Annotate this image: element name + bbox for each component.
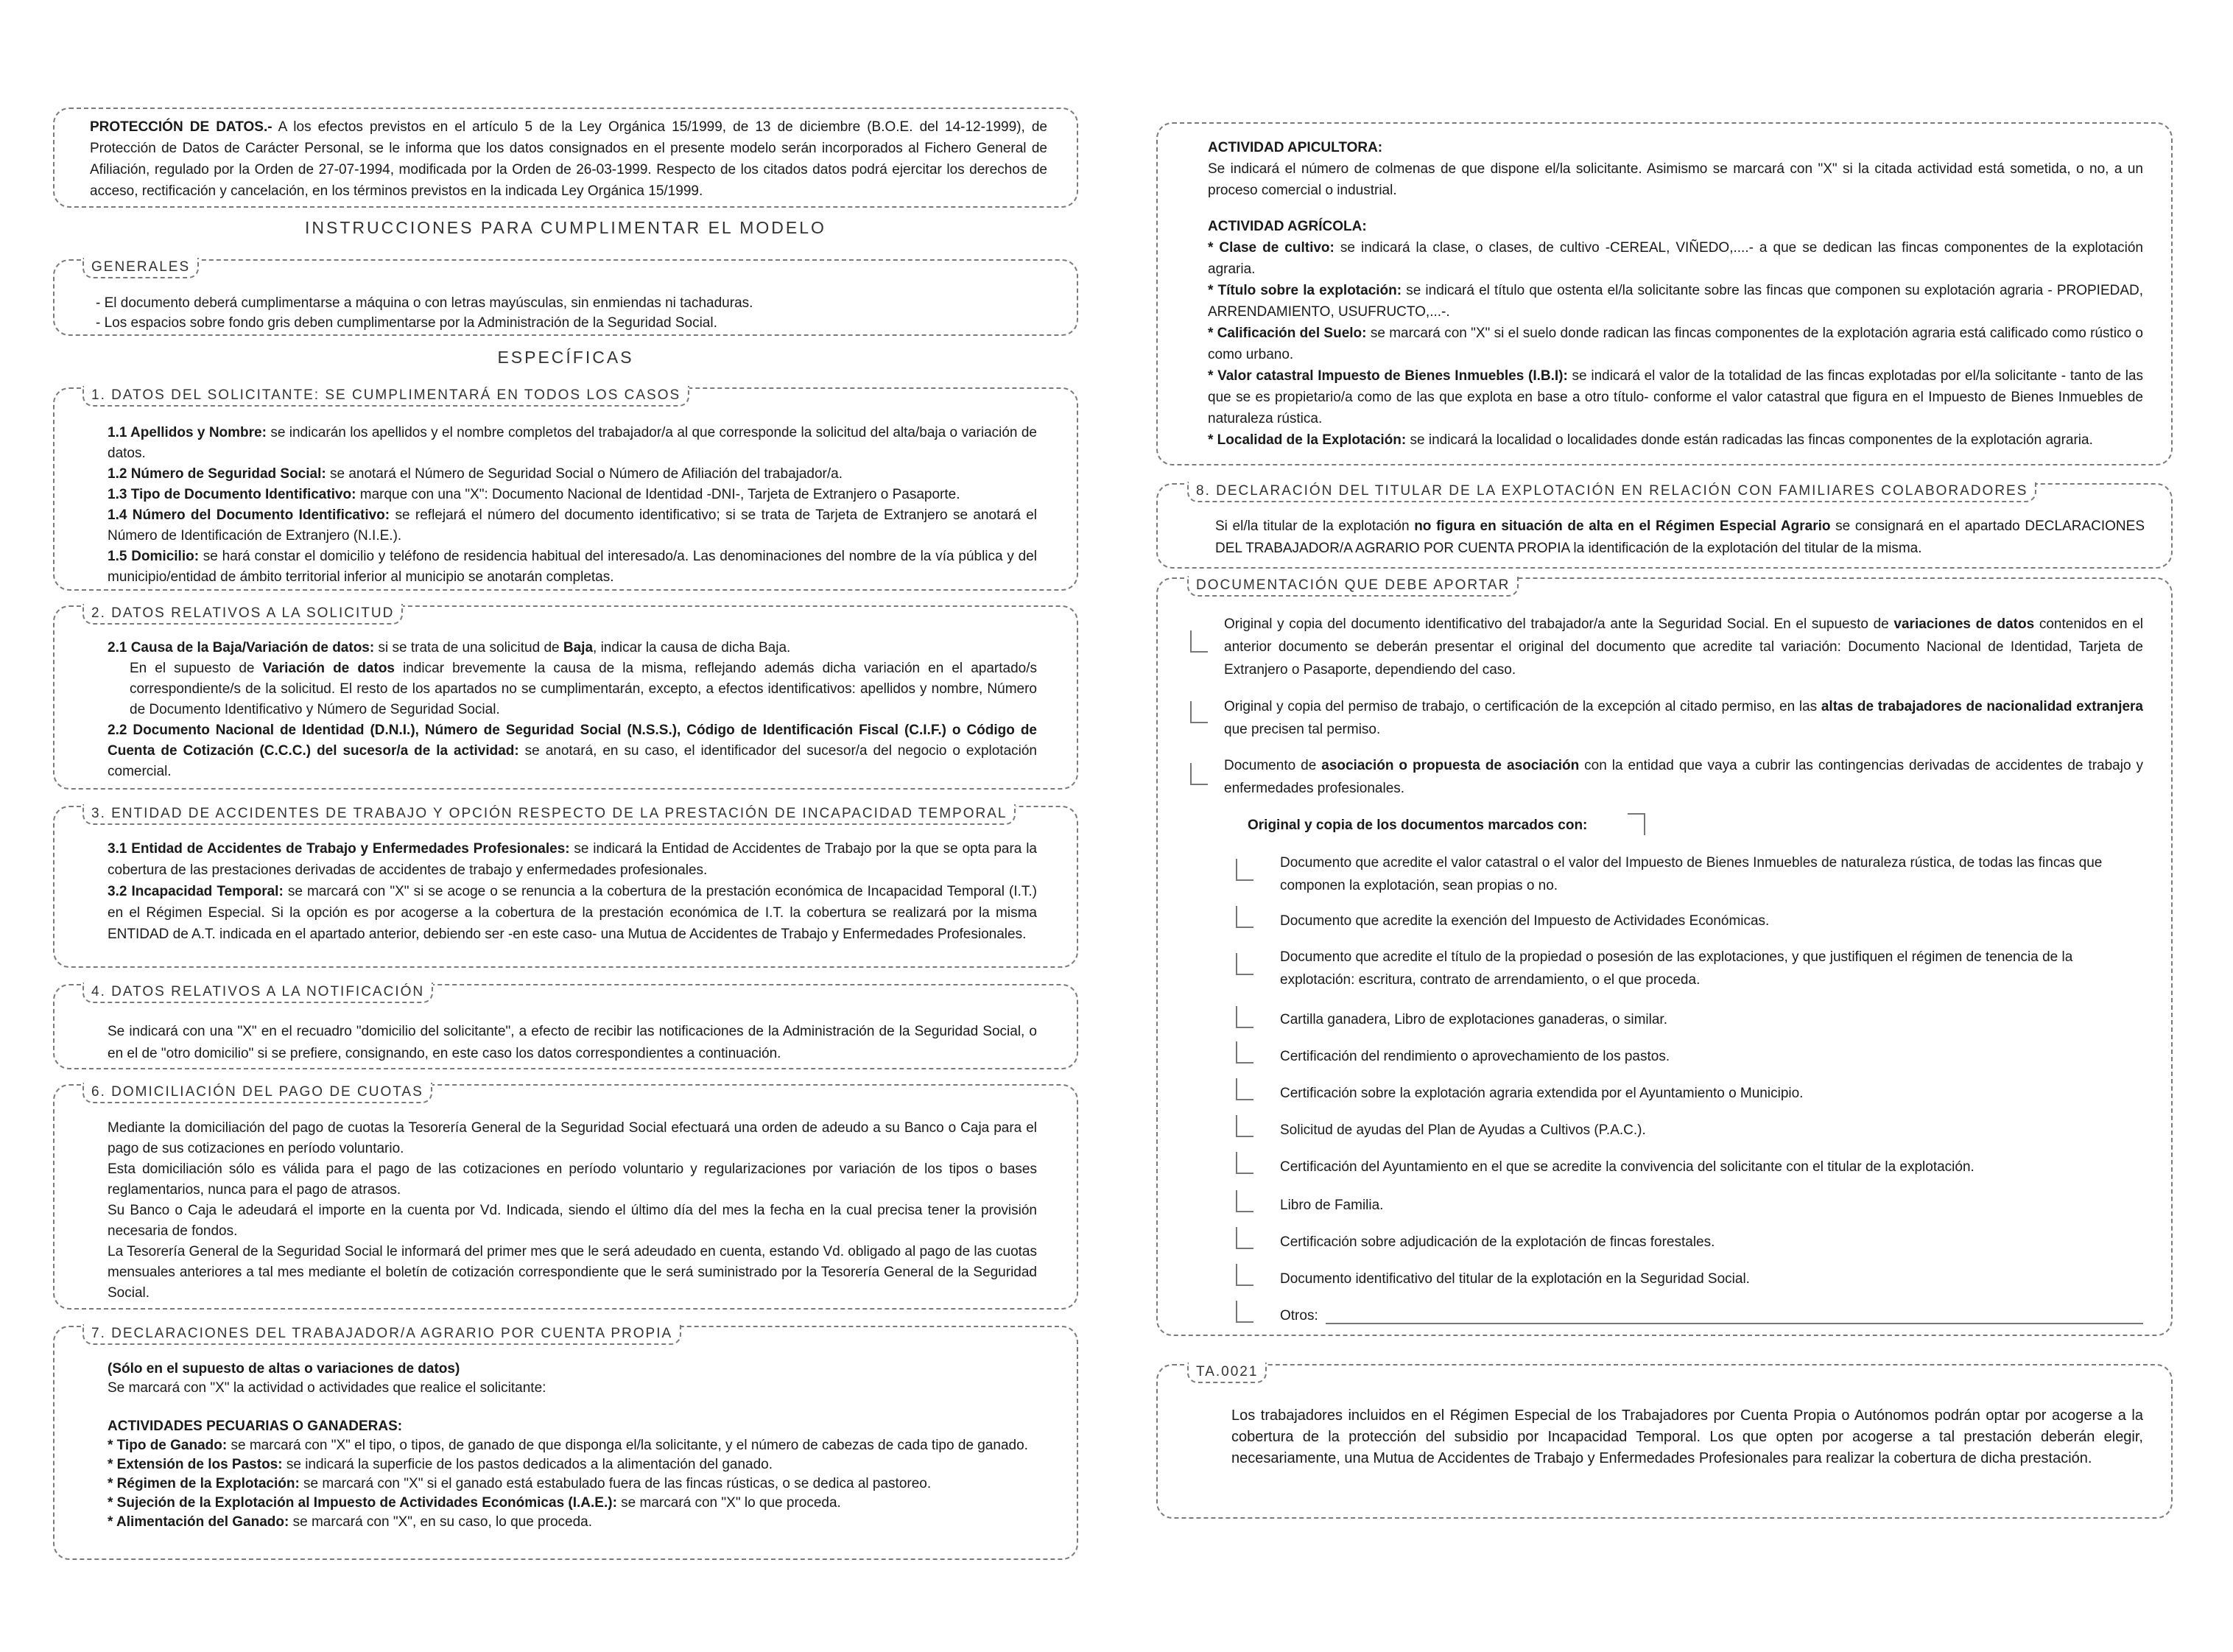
doc-subitem: Documento que acredite la exención del Impuesto de Actividades Económicas. <box>1280 913 1770 929</box>
generales-line-1: - El documento deberá cumplimentarse a máquina o con letras mayúsculas, sin enmiendas ni tachaduras. <box>96 295 753 311</box>
doc-subitem-checkbox[interactable] <box>1236 859 1253 881</box>
doc-subitem-checkbox[interactable] <box>1236 1227 1253 1249</box>
generales-text <box>96 293 1053 333</box>
section-7-continuation-text: ACTIVIDAD APICULTORA: Se indicará el número de colmenas de que dispone el/la solicitante. Asimismo se marcará con "X" si la citada actividad está sometida, o no, a un proceso comercial o industrial. ACTIVIDAD AGRÍCOLA: * Clase de cultivo: se indicará la clase, o clases, de cultivo -CEREAL, VIÑEDO,....- a que se dedican las fincas componentes de la explotación agraria. * Título sobre la explotación: se indicará el título que ostenta el/la solicitante sobre las fincas que componen su explotación agraria - PROPIEDAD, ARRENDAMIENTO, USUFRUCTO,...-. * Calificación del Suelo: se marcará con "X" si el suelo donde radican las fincas componentes de la explotación agraria está calificado como rústico o como urbano. * Valor catastral Impuesto de Bienes Inmuebles (I.B.I): se indicará el valor de la totalidad de las fincas explotadas por el/la solicitante - tanto de las que se es propietario/a como de las que explota en base a otro título- conforme el valor catastral que figura en el Impuesto de Bienes Inmuebles de naturaleza rústica. * Localidad de la Explotación: se indicará la localidad o localidades donde están radicadas las fincas componentes de la explotación agraria. <box>1208 140 2144 448</box>
section-6-tab: 6. DOMICILIACIÓN DEL PAGO DE CUOTAS <box>82 1083 432 1103</box>
section-2-tab: 2. DATOS RELATIVOS A LA SOLICITUD <box>82 604 403 625</box>
doc-subitem-checkbox[interactable] <box>1236 1078 1253 1100</box>
section-8-tab: 8. DECLARACIÓN DEL TITULAR DE LA EXPLOTACIÓN EN RELACIÓN CON FAMILIARES COLABORADORES <box>1187 482 2036 502</box>
doc-item-2: Original y copia del permiso de trabajo, o certificación de la excepción al citado permiso, en las altas de trabajadores de nacionalidad extranjera que precisen tal permiso. <box>1224 699 2144 737</box>
doc-subitem: Documento que acredite el título de la propiedad o posesión de las explotaciones, y que justifiquen el régimen de tenencia de la explotación: escritura, contrato de arrendamiento, o el que proceda. <box>1280 949 2073 988</box>
section-2-text: 2.1 Causa de la Baja/Variación de datos: si se trata de una solicitud de Baja, indicar la causa de dicha Baja. En el supuesto de Variación de datos indicar brevemente la causa de la misma, reflejando además dicha variación en el apartado/s correspondiente/s de la solicitud. El resto de los apartados no se cumplimentarán, excepto, a efectos identificativos: apellidos y nombre, Número de Documento Identificativo y Número de Seguridad Social. 2.2 Documento Nacional de Identidad (D.N.I.), Número de Seguridad Social (N.S.S.), Código de Identificación Fiscal (C.I.F.) o Código de Cuenta de Cotización (C.C.C.) del sucesor/a de la actividad: se anotará, en su caso, el identificador del sucesor/a del negocio o explotación comercial. <box>108 640 1038 779</box>
doc-item-3: Documento de asociación o propuesta de asociación con la entidad que vaya a cubrir las contingencias derivadas de accidentes de trabajo y enfermedades profesionales. <box>1224 758 2143 796</box>
doc-checkbox-2[interactable] <box>1190 701 1208 723</box>
especificas-title: ESPECÍFICAS <box>497 348 634 367</box>
doc-subitem: Certificación del rendimiento o aprovechamiento de los pastos. <box>1280 1049 1670 1064</box>
generales-tab: GENERALES <box>82 258 199 278</box>
doc-subitem: Certificación sobre adjudicación de la explotación de fincas forestales. <box>1280 1234 1715 1250</box>
documentacion-tab: DOCUMENTACIÓN QUE DEBE APORTAR <box>1187 576 1519 597</box>
doc-subitem-checkbox[interactable] <box>1236 1301 1253 1323</box>
doc-subitem-checkbox[interactable] <box>1236 1190 1253 1212</box>
doc-checkbox-3[interactable] <box>1190 763 1208 785</box>
section-4-text: Se indicará con una "X" en el recuadro "domicilio del solicitante", a efecto de recibir las notificaciones de la Administración de la Seguridad Social, o en el de "otro domicilio" si se prefiere, consignando, en este caso los datos correspondientes a continuación. <box>108 1024 1037 1061</box>
doc-item-1: Original y copia del documento identificativo del trabajador/a ante la Seguridad Social. En el supuesto de variaciones de datos contenidos en el anterior documento se deberán presentar el original del documento que acredite tal variación: Documento Nacional de Identidad, Tarjeta de Extranjero o Pasaporte, dependiendo del caso. <box>1224 616 2143 678</box>
doc-subitem: Solicitud de ayudas del Plan de Ayudas a Cultivos (P.A.C.). <box>1280 1122 1646 1138</box>
proteccion-datos-title: PROTECCIÓN DE DATOS.- <box>90 119 272 135</box>
proteccion-datos-text: PROTECCIÓN DE DATOS.- A los efectos previstos en el artículo 5 de la Ley Orgánica 15/1999, de 13 de diciembre (B.O.E. del 14-12-1999), de Protección de Datos de Carácter Personal, se le informa que los datos consignados en el presente modelo serán incorporados al Fichero General de Afiliación, regulado por la Orden de 27-07-1994, modificada por la Orden de 26-03-1999. Respecto de los citados datos podrá ejercitar los derechos de acceso, rectificación y cancelación, en los términos previstos en la indicada Ley Orgánica 15/1999. <box>90 119 1048 199</box>
doc-subitem-checkbox[interactable] <box>1236 1152 1253 1174</box>
doc-subitem-checkbox[interactable] <box>1236 1041 1253 1064</box>
section-1-tab: 1. DATOS DEL SOLICITANTE: SE CUMPLIMENTARÁ EN TODOS LOS CASOS <box>82 386 689 407</box>
doc-subitem-checkbox[interactable] <box>1236 953 1253 975</box>
doc-marked-checkbox[interactable] <box>1628 813 1645 835</box>
doc-subitem: Cartilla ganadera, Libro de explotaciones ganaderas, o similar. <box>1280 1012 1667 1027</box>
section-8-text: Si el/la titular de la explotación no figura en situación de alta en el Régimen Especial Agrario se consignará en el apartado DECLARACIONES DEL TRABAJADOR/A AGRARIO POR CUENTA PROPIA la identificación de la explotación del titular de la misma. <box>1215 519 2145 556</box>
doc-subitem: Certificación del Ayuntamiento en el que se acredite la convivencia del solicitante con el titular de la explotación. <box>1280 1159 1974 1175</box>
doc-subitem-otros: Otros: <box>1280 1308 1318 1324</box>
section-1-text: 1.1 Apellidos y Nombre: se indicarán los apellidos y el nombre completos del trabajador/a al que corresponde la solicitud del alta/baja o variación de datos. 1.2 Número de Seguridad Social: se anotará el Número de Seguridad Social o Número de Afiliación del trabajador/a. 1.3 Tipo de Documento Identificativo: marque con una "X": Documento Nacional de Identidad -DNI-, Tarjeta de Extranjero o Pasaporte. 1.4 Número del Documento Identificativo: se reflejará el número del documento identificativo; si se trata de Tarjeta de Extranjero se anotará el Número de Identificación de Extranjero (N.I.E.). 1.5 Domicilio: se hará constar el domicilio y teléfono de residencia habitual del interesado/a. Las denominaciones del nombre de la vía pública y del municipio/entidad de ámbito territorial inferior al municipio se anotarán completas. <box>108 425 1037 585</box>
doc-subitem-checkbox[interactable] <box>1236 1264 1253 1286</box>
doc-subitem: Certificación sobre la explotación agraria extendida por el Ayuntamiento o Municipio. <box>1280 1086 1804 1101</box>
doc-marked-label: Original y copia de los documentos marcados con: <box>1248 818 1588 833</box>
section-7-tab: 7. DECLARACIONES DEL TRABAJADOR/A AGRARIO POR CUENTA PROPIA <box>82 1324 681 1345</box>
section-7-text: (Sólo en el supuesto de altas o variaciones de datos) Se marcará con "X" la actividad o actividades que realice el solicitante: ACTIVIDADES PECUARIAS O GANADERAS: * Tipo de Ganado: se marcará con "X" el tipo, o tipos, de ganado de que disponga el/la solicitante, y el número de cabezas de cada tipo de ganado. * Extensión de los Pastos: se indicará la superficie de los pastos dedicados a la alimentación del ganado. * Régimen de la Explotación: se marcará con "X" si el ganado está estabulado fuera de las fincas rústicas, o se dedica al pastoreo. * Sujeción de la Explotación al Impuesto de Actividades Económicas (I.A.E.): se marcará con "X" lo que proceda. * Alimentación del Ganado: se marcará con "X", en su caso, lo que proceda. <box>108 1361 1028 1530</box>
section-4-tab: 4. DATOS RELATIVOS A LA NOTIFICACIÓN <box>82 983 433 1003</box>
ta-tab: TA.0021 <box>1187 1363 1267 1383</box>
otros-input-line[interactable] <box>1326 1323 2143 1324</box>
doc-checkbox-1[interactable] <box>1190 630 1208 653</box>
doc-subitem: Documento que acredite el valor catastral o el valor del Impuesto de Bienes Inmuebles de naturaleza rústica, de todas las fincas que componen la explotación, sean propias o no. <box>1280 855 2103 893</box>
ta-text: Los trabajadores incluidos en el Régimen Especial de los Trabajadores por Cuenta Propia o Autónomos podrán optar por acogerse a la cobertura de la protección del subsidio por Incapacidad Temporal. Los que opten por acogerse a tal prestación deberán elegir, necesariamente, una Mutua de Accidentes de Trabajo y Enfermedades Profesionales para realizar la cobertura de dicha prestación. <box>1231 1407 2143 1466</box>
doc-subitem-checkbox[interactable] <box>1236 1006 1253 1028</box>
section-3-text: 3.1 Entidad de Accidentes de Trabajo y Enfermedades Profesionales: se indicará la Entidad de Accidentes de Trabajo por la que se opta para la cobertura de las prestaciones derivadas de accidentes de trabajo y enfermedades profesionales. 3.2 Incapacidad Temporal: se marcará con "X" si se acoge o se renuncia a la cobertura de la prestación económica de Incapacidad Temporal (I.T.) en el Régimen Especial. Si la opción es por acogerse a la cobertura de la prestación económica de I.T. la cobertura se realizará por la misma ENTIDAD de A.T. indicada en el apartado anterior, debiendo ser -en este caso- una Mutua de Accidentes de Trabajo y Enfermedades Profesionales. <box>108 841 1037 942</box>
doc-subitem-checkbox[interactable] <box>1236 1115 1253 1137</box>
doc-subitem: Documento identificativo del titular de la explotación en la Seguridad Social. <box>1280 1271 1750 1287</box>
section-6-text: Mediante la domiciliación del pago de cuotas la Tesorería General de la Seguridad Social efectuará una orden de adeudo a su Banco o Caja para el pago de sus cotizaciones en período voluntario. Esta domiciliación sólo es válida para el pago de las cotizaciones en período voluntario y regularizaciones por variación de los tipos o bases reglamentarios, nunca para el pago de atrasos. Su Banco o Caja le adeudará el importe en la cuenta por Vd. Indicada, siendo el último día del mes la fecha en la cual precisa tener la provisión necesaria de fondos. La Tesorería General de la Seguridad Social le informará del primer mes que le será adeudado en cuenta, estando Vd. obligado al pago de las cuotas mensuales anteriores a tal mes mediante el boletín de cotización correspondiente que le será suministrado por la Tesorería General de la Seguridad Social. <box>108 1120 1037 1301</box>
generales-line-2: - Los espacios sobre fondo gris deben cumplimentarse por la Administración de la Seguridad Social. <box>96 315 717 331</box>
doc-subitem: Libro de Familia. <box>1280 1198 1384 1213</box>
instrucciones-title: INSTRUCCIONES PARA CUMPLIMENTAR EL MODELO <box>305 218 826 237</box>
doc-subitem-checkbox[interactable] <box>1236 906 1253 928</box>
section-3-tab: 3. ENTIDAD DE ACCIDENTES DE TRABAJO Y OPCIÓN RESPECTO DE LA PRESTACIÓN DE INCAPACIDAD TEMPORAL <box>82 804 1016 825</box>
